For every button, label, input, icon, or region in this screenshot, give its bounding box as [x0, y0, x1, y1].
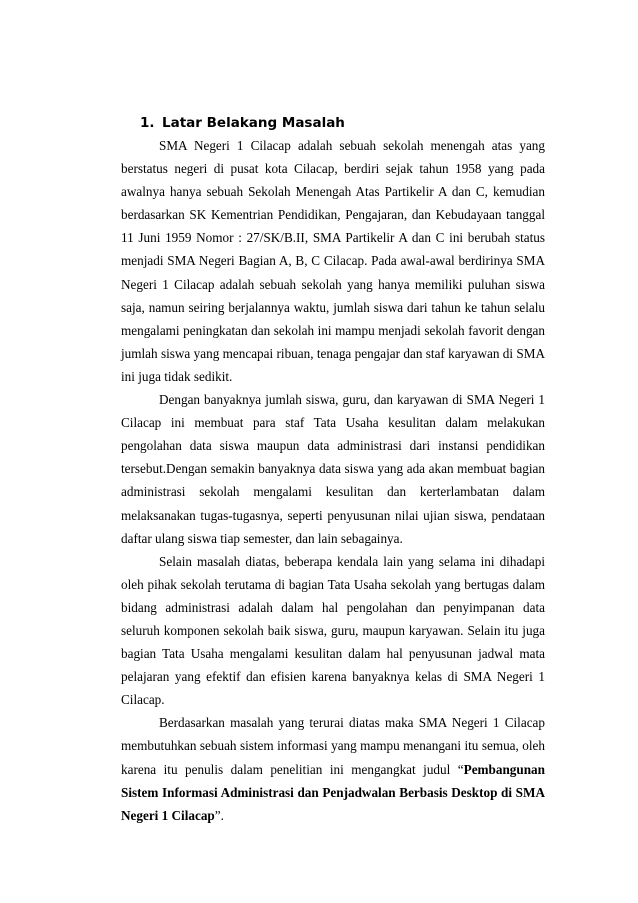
section-heading — [140, 113, 345, 133]
paragraph-3: Selain masalah diatas, beberapa kendala lain yang selama ini dihadapi oleh pihak sekolah terutama di bagian Tata Usaha sekolah yang bertugas dalam bidang administrasi adalah dalam hal pengolahan dan penyimpanan data seluruh komponen sekolah baik siswa, guru, maupun karyawan. Selain itu juga bagian Tata Usaha mengalami kesulitan dalam hal penyusunan jadwal mata pelajaran yang efektif dan efisien karena banyaknya kelas di SMA Negeri 1 Cilacap. — [121, 553, 545, 708]
paragraph-4-closing: ”. — [214, 807, 224, 823]
paragraph-2: Dengan banyaknya jumlah siswa, guru, dan karyawan di SMA Negeri 1 Cilacap ini membuat para staf Tata Usaha kesulitan dalam melakukan pengolahan data siswa maupun data administrasi dari instansi pendidikan tersebut.Dengan semakin banyaknya data siswa yang ada akan membuat bagian administrasi sekolah mengalami kesulitan dan kerterlambatan dalam melaksanakan tugas-tugasnya, seperti penyusunan nilai ujian siswa, pendataan daftar ulang siswa tiap semester, dan lain sebagainya. — [121, 392, 545, 546]
section-title: Latar Belakang Masalah — [162, 115, 345, 131]
paragraph-1: SMA Negeri 1 Cilacap adalah sebuah sekolah menengah atas yang berstatus negeri di pusat kota Cilacap, berdiri sejak tahun 1958 yang pada awalnya hanya sebuah Sekolah Menengah Atas Partikelir A dan C, kemudian berdasarkan SK Kementrian Pendidikan, Pengajaran, dan Kebudayaan tanggal 11 Juni 1959 Nomor : 27/SK/B.II, SMA Partikelir A dan C ini berubah status menjadi SMA Negeri Bagian A, B, C Cilacap. Pada awal-awal berdirinya SMA Negeri 1 Cilacap adalah sebuah sekolah yang hanya memiliki puluhan siswa saja, namun seiring berjalannya waktu, jumlah siswa dari tahun ke tahun selalu mengalami peningkatan dan sekolah ini mampu menjadi sekolah favorit dengan jumlah siswa yang mencapai ribuan, tenaga pengajar dan staf karyawan di SMA ini juga tidak sedikit. — [121, 138, 545, 384]
paragraph-4 — [121, 711, 545, 826]
paragraph-4-intro: Berdasarkan masalah yang terurai diatas maka SMA Negeri 1 Cilacap membutuhkan sebuah sistem informasi yang mampu menangani itu semua, oleh karena itu penulis dalam penelitian ini mengangkat judul “ — [121, 715, 545, 777]
section-number: 1. — [140, 115, 155, 131]
thesis-title: Pembangunan Sistem Informasi Administrasi dan Penjadwalan Berbasis Desktop di SMA Negeri 1 Cilacap — [121, 761, 545, 823]
section-body — [121, 134, 545, 827]
